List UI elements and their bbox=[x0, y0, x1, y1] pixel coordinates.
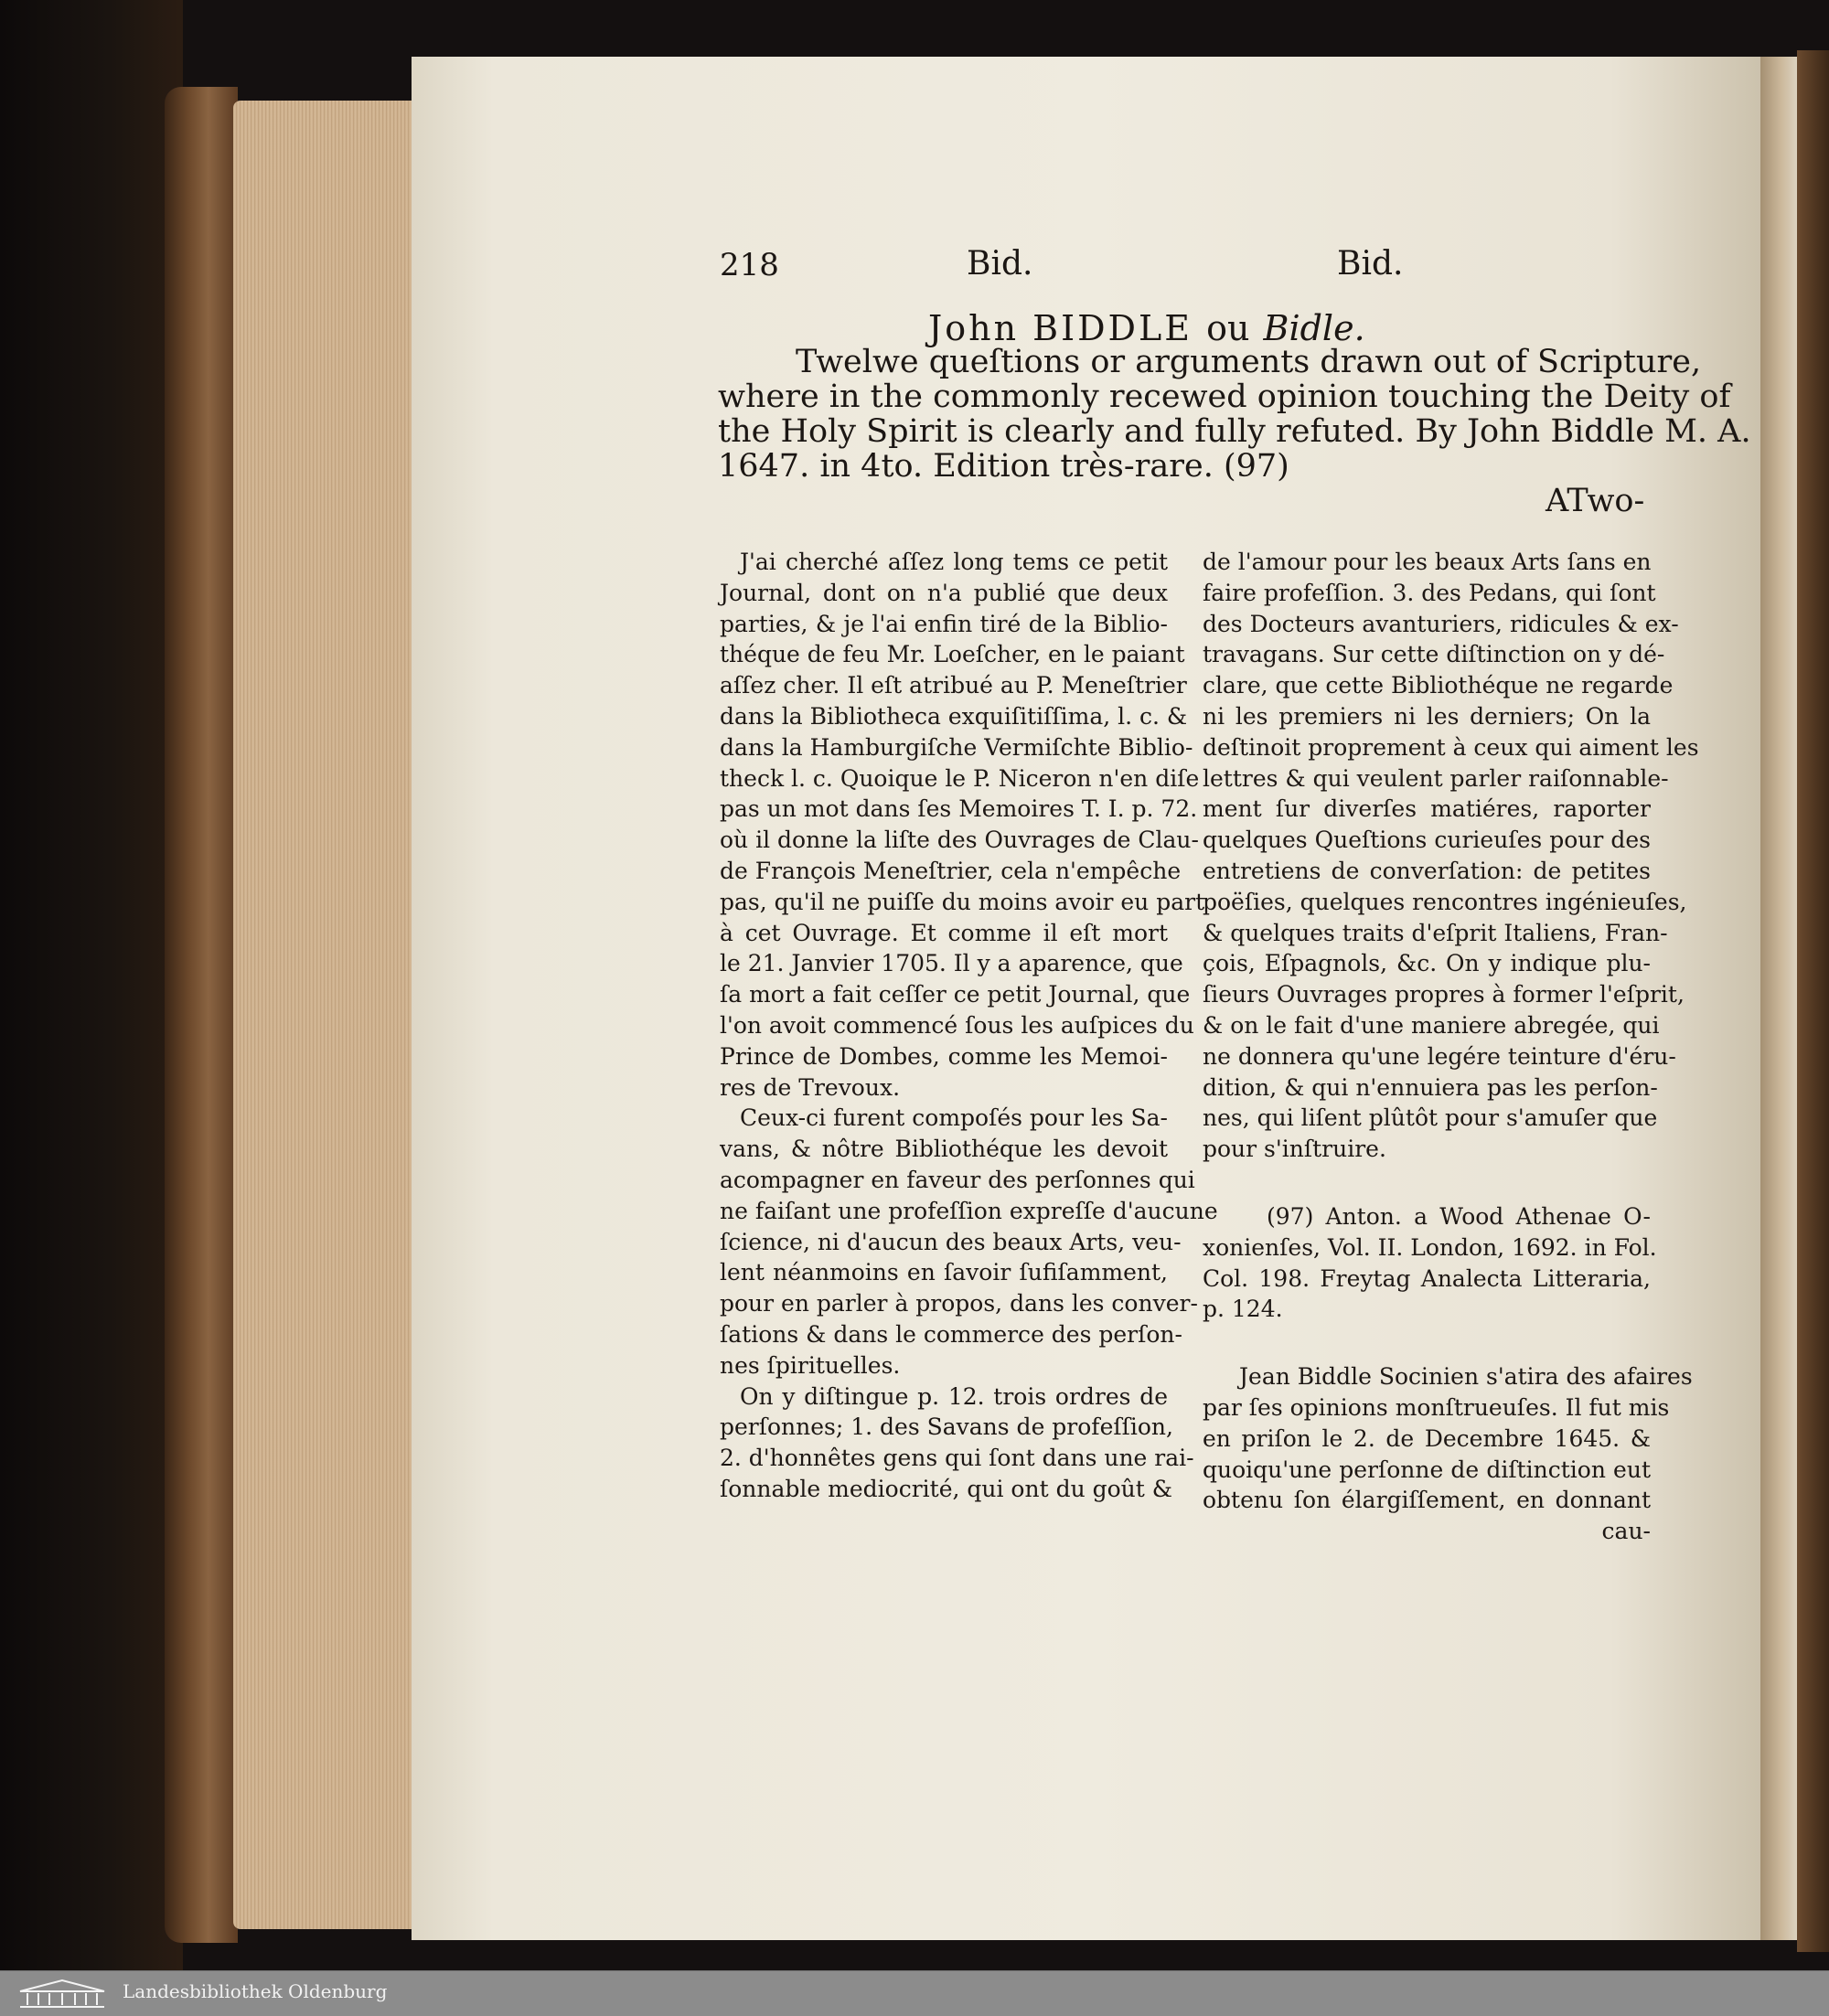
left-line: ſa mort a fait ceſſer ce petit Journal, que bbox=[720, 981, 1191, 1008]
left-line: parties, & je l'ai enfin tiré de la Biblio- bbox=[720, 610, 1168, 637]
right-line: quelques Queſtions curieuſes pour des bbox=[1203, 827, 1651, 854]
left-line: Journal, dont on n'a publié que deux bbox=[720, 579, 1168, 606]
author-connector: ou bbox=[1206, 308, 1250, 348]
right-line: deſtinoit proprement à ceux qui aiment les bbox=[1203, 733, 1699, 761]
left-line: Prince de Dombes, comme les Memoi- bbox=[720, 1042, 1168, 1070]
author-variant: Bidle. bbox=[1263, 308, 1365, 348]
right-line: par ſes opinions monſtrueuſes. Il fut mis bbox=[1203, 1393, 1670, 1421]
left-line: l'on avoit commencé ſous les auſpices du bbox=[720, 1011, 1194, 1039]
left-line: 2. d'honnêtes gens qui ſont dans une rai- bbox=[720, 1445, 1194, 1472]
left-line: pas un mot dans ſes Memoires T. I. p. 72. bbox=[720, 795, 1198, 823]
left-line: ſonnable mediocrité, qui ont du goût & bbox=[720, 1475, 1173, 1502]
entry-author-line bbox=[928, 308, 1365, 348]
right-line: quoiqu'une perſonne de diſtinction eut bbox=[1203, 1456, 1651, 1483]
left-line: de François Meneſtrier, cela n'empêche bbox=[720, 857, 1182, 884]
page-edges bbox=[233, 101, 412, 1929]
left-line: théque de feu Mr. Loeſcher, en le paiant bbox=[720, 641, 1185, 668]
footer-bar bbox=[0, 1970, 1829, 2016]
left-line: dans la Hamburgiſche Vermiſchte Biblio- bbox=[720, 733, 1193, 761]
title-line-3: the Holy Spirit is clearly and fully refuted. By John Biddle M. A. bbox=[718, 413, 1751, 450]
title-line-2: where in the commonly recewed opinion touching the Deity of bbox=[718, 379, 1731, 415]
library-name: Landesbibliothek Oldenburg bbox=[123, 1980, 388, 2002]
left-line: pour en parler à propos, dans les conver- bbox=[720, 1290, 1198, 1317]
right-line: faire profeſſion. 3. des Pedans, qui ſont bbox=[1203, 579, 1656, 606]
right-line: ſieurs Ouvrages propres à former l'eſprit, bbox=[1203, 981, 1685, 1008]
left-line: à cet Ouvrage. Et comme il eſt mort bbox=[720, 919, 1168, 946]
left-column bbox=[720, 547, 1218, 1505]
catchword-top: ATwo- bbox=[1546, 483, 1645, 519]
right-line: poëſies, quelques rencontres ingénieuſes, bbox=[1203, 888, 1687, 915]
footnote-line: p. 124. bbox=[1203, 1296, 1283, 1323]
background-shadow bbox=[0, 0, 183, 1970]
title-line-1: Twelwe queſtions or arguments drawn out of Scripture, bbox=[796, 344, 1702, 380]
right-line: ment ſur diverſes matiéres, raporter bbox=[1203, 795, 1651, 823]
footnote-line: Col. 198. Freytag Analecta Litteraria, bbox=[1203, 1264, 1651, 1292]
left-line: dans la Bibliotheca exquiſitiſſima, l. c. & bbox=[720, 702, 1188, 730]
left-line: pas, qu'il ne puiſſe du moins avoir eu part bbox=[720, 888, 1205, 915]
left-line: vans, & nôtre Bibliothéque les devoit bbox=[720, 1136, 1168, 1163]
left-line: theck l. c. Quoique le P. Niceron n'en diſe bbox=[720, 764, 1200, 792]
left-line: perſonnes; 1. des Savans de profeſſion, bbox=[720, 1413, 1173, 1441]
right-line: de l'amour pour les beaux Arts ſans en bbox=[1203, 549, 1652, 575]
right-line: pour s'inſtruire. bbox=[1203, 1136, 1386, 1163]
left-line: On y diſtingue p. 12. trois ordres de bbox=[740, 1382, 1168, 1410]
right-line: ni les premiers ni les derniers; On la bbox=[1203, 702, 1651, 730]
left-line: où il donne la liſte des Ouvrages de Clau- bbox=[720, 827, 1199, 854]
left-line: Ceux-ci furent compoſés pour les Sa- bbox=[740, 1104, 1169, 1132]
spacer bbox=[1203, 1325, 1651, 1361]
spacer bbox=[1203, 1165, 1651, 1201]
right-line: entretiens de converſation: de petites bbox=[1203, 857, 1651, 884]
right-line: dition, & qui n'ennuiera pas les perſon- bbox=[1203, 1073, 1658, 1101]
right-line: obtenu ſon élargiſſement, en donnant bbox=[1203, 1487, 1651, 1514]
left-line: res de Trevoux. bbox=[720, 1073, 901, 1101]
left-line: J'ai cherché aſſez long tems ce petit bbox=[740, 549, 1168, 575]
left-line: ne faiſant une profeſſion expreſſe d'aucune bbox=[720, 1197, 1218, 1224]
right-line: çois, Eſpagnols, &c. On y indique plu- bbox=[1203, 950, 1651, 977]
catchword-bottom: cau- bbox=[1601, 1518, 1651, 1545]
right-line: nes, qui liſent plûtôt pour s'amuſer que bbox=[1203, 1104, 1658, 1132]
right-line: en priſon le 2. de Decembre 1645. & bbox=[1203, 1424, 1651, 1452]
title-line-4: 1647. in 4to. Edition très-rare. (97) bbox=[718, 448, 1289, 485]
page-number: 218 bbox=[720, 247, 779, 283]
book-cover-right bbox=[1797, 50, 1829, 1952]
right-line: clare, que cette Bibliothéque ne regarde bbox=[1203, 672, 1674, 699]
right-line: lettres & qui veulent parler raiſonnable- bbox=[1203, 764, 1669, 792]
right-line: travagans. Sur cette diſtinction on y dé- bbox=[1203, 641, 1665, 668]
running-head-left: Bid. bbox=[967, 245, 1033, 283]
book-cover-left bbox=[165, 87, 238, 1943]
footnote-line: xonienſes, Vol. II. London, 1692. in Fol. bbox=[1203, 1233, 1657, 1261]
right-column bbox=[1203, 547, 1699, 1547]
running-head-right: Bid. bbox=[1337, 245, 1404, 283]
right-line: ne donnera qu'une legére teinture d'éru- bbox=[1203, 1042, 1676, 1070]
right-line: & quelques traits d'eſprit Italiens, Fran- bbox=[1203, 919, 1668, 946]
left-line: le 21. Janvier 1705. Il y a aparence, que bbox=[720, 950, 1183, 977]
left-line: aſſez cher. Il eſt atribué au P. Meneſtrier bbox=[720, 672, 1187, 699]
left-line: ſations & dans le commerce des perſon- bbox=[720, 1320, 1182, 1348]
left-line: ſcience, ni d'aucun des beaux Arts, veu- bbox=[720, 1228, 1182, 1255]
right-line: Jean Biddle Socinien s'atira des afaires bbox=[1239, 1363, 1693, 1391]
footnote-line: (97) Anton. a Wood Athenae O- bbox=[1267, 1202, 1651, 1230]
right-line: & on le fait d'une maniere abregée, qui bbox=[1203, 1011, 1660, 1039]
left-line: lent néanmoins en ſavoir ſufiſamment, bbox=[720, 1259, 1168, 1286]
left-line: acompagner en faveur des perſonnes qui bbox=[720, 1166, 1195, 1193]
library-building-icon bbox=[16, 1977, 108, 2010]
left-line: nes ſpirituelles. bbox=[720, 1351, 901, 1379]
right-line: des Docteurs avanturiers, ridicules & ex- bbox=[1203, 610, 1679, 637]
author-name: John BIDDLE bbox=[928, 308, 1193, 348]
